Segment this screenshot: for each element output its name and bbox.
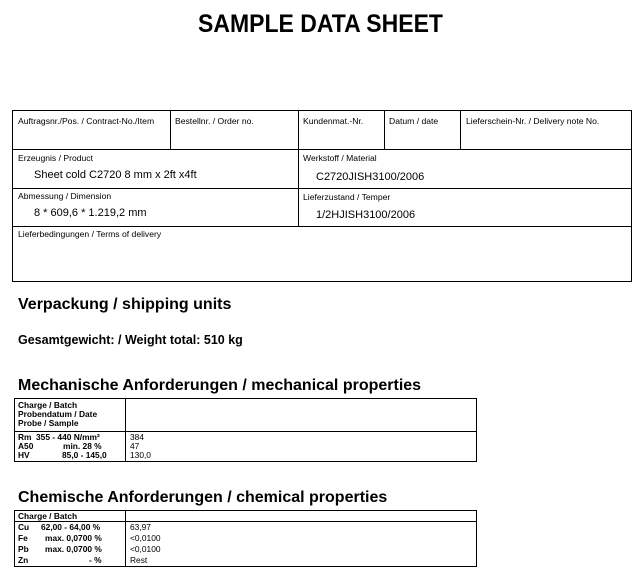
divider xyxy=(298,110,299,189)
element-spec: 62,00 - 64,00 % xyxy=(41,522,101,532)
delivery-note-label: Lieferschein-Nr. / Delivery note No. xyxy=(466,116,600,126)
property-value: 130,0 xyxy=(130,450,151,460)
packaging-heading: Verpackung / shipping units xyxy=(18,296,232,313)
divider xyxy=(12,188,632,189)
property-name: Rm xyxy=(18,432,32,442)
element-value: 63,97 xyxy=(130,522,151,532)
divider xyxy=(125,398,126,462)
customer-mat-label: Kundenmat.-Nr. xyxy=(303,116,364,126)
element-value: Rest xyxy=(130,555,148,565)
sample-date-label: Probendatum / Date xyxy=(18,409,98,419)
element-name: Zn xyxy=(18,555,29,565)
element-spec: max. 0,0700 % xyxy=(45,544,102,554)
temper-label: Lieferzustand / Temper xyxy=(303,192,391,202)
order-no-label: Bestellnr. / Order no. xyxy=(175,116,254,126)
chemical-heading: Chemische Anforderungen / chemical properties xyxy=(18,489,388,506)
element-spec: - % xyxy=(89,555,102,565)
property-spec: 85,0 - 145,0 xyxy=(62,450,107,460)
mechanical-heading: Mechanische Anforderungen / mechanical properties xyxy=(18,377,422,394)
divider xyxy=(298,188,299,226)
element-name: Cu xyxy=(18,522,30,532)
material-label: Werkstoff / Material xyxy=(303,153,377,163)
divider xyxy=(170,110,171,149)
terms-label: Lieferbedingungen / Terms of delivery xyxy=(18,229,162,239)
product-value: Sheet cold C2720 8 mm x 2ft x4ft xyxy=(34,169,197,181)
material-value: C2720JISH3100/2006 xyxy=(316,171,425,183)
divider xyxy=(125,510,126,567)
property-spec: min. 28 % xyxy=(63,441,102,451)
dimension-label: Abmessung / Dimension xyxy=(18,191,112,201)
batch-label: Charge / Batch xyxy=(18,511,78,521)
sample-label: Probe / Sample xyxy=(18,418,79,428)
element-name: Fe xyxy=(18,533,28,543)
element-value: <0,0100 xyxy=(130,533,161,543)
divider xyxy=(460,110,461,149)
batch-label: Charge / Batch xyxy=(18,400,78,410)
divider xyxy=(384,110,385,149)
element-value: <0,0100 xyxy=(130,544,161,554)
element-spec: max. 0,0700 % xyxy=(45,533,102,543)
property-value: 384 xyxy=(130,432,144,442)
property-name: HV xyxy=(18,450,30,460)
temper-value: 1/2HJISH3100/2006 xyxy=(316,209,416,221)
divider xyxy=(12,226,632,227)
dimension-value: 8 * 609,6 * 1.219,2 mm xyxy=(34,207,147,219)
property-spec: 355 - 440 N/mm² xyxy=(36,432,100,442)
property-value: 47 xyxy=(130,441,140,451)
page-title: SAMPLE DATA SHEET xyxy=(198,10,443,38)
element-name: Pb xyxy=(18,544,29,554)
contract-no-label: Auftragsnr./Pos. / Contract-No./Item xyxy=(18,116,155,126)
property-name: A50 xyxy=(18,441,34,451)
total-weight: Gesamtgewicht: / Weight total: 510 kg xyxy=(18,333,243,347)
date-label: Datum / date xyxy=(389,116,439,126)
divider xyxy=(12,149,632,150)
product-label: Erzeugnis / Product xyxy=(18,153,93,163)
